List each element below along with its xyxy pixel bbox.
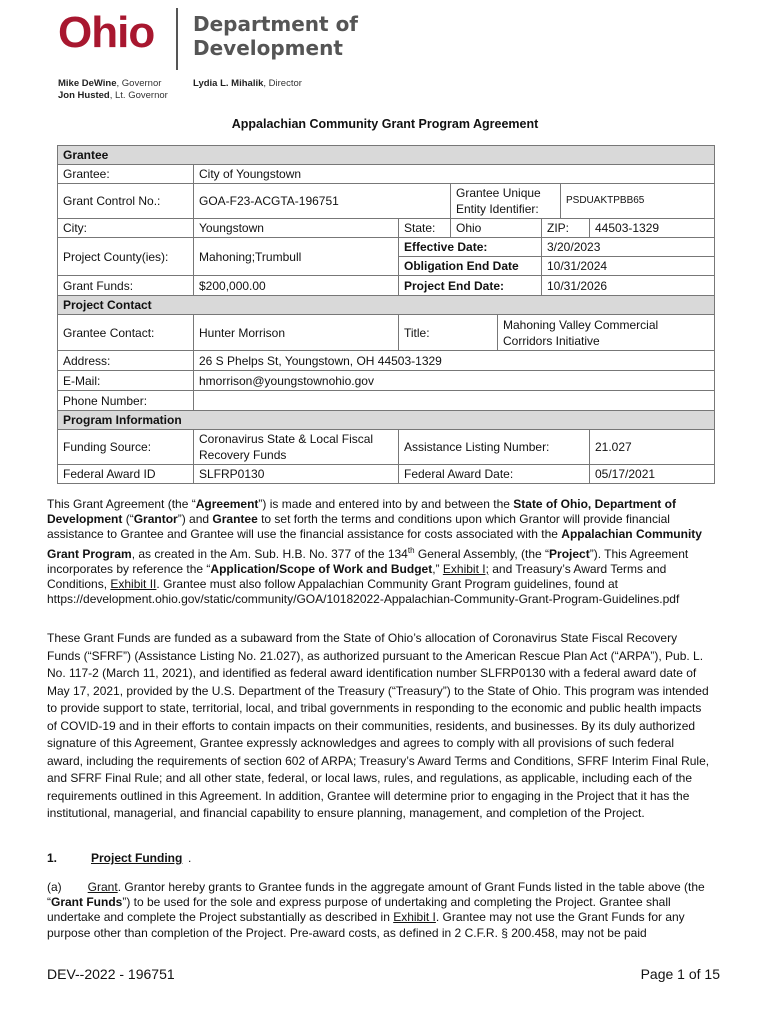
table-row: Obligation End Date 10/31/2024: [58, 257, 715, 276]
section-title: Project Funding: [91, 851, 183, 865]
table-row: Grantee: City of Youngstown: [58, 165, 715, 184]
governor-block: Mike DeWine, Governor Jon Husted, Lt. Governor: [58, 78, 168, 101]
exhibit-i-link[interactable]: Exhibit I: [393, 910, 436, 925]
exhibit-ii-link[interactable]: Exhibit II: [110, 577, 157, 592]
table-row: Federal Award ID SLFRP0130 Federal Award Date: 05/17/2021: [58, 465, 715, 484]
table-row: Phone Number:: [58, 391, 715, 411]
section-row-program: Program Information: [58, 411, 715, 430]
section-row-grantee: Grantee: [58, 146, 715, 165]
logo-divider: [176, 8, 178, 70]
page-number: Page 1 of 15: [640, 966, 720, 982]
table-row: Grant Funds: $200,000.00 Project End Date: 10/31/2026: [58, 276, 715, 296]
department-name: Department of Development: [193, 12, 359, 60]
grant-info-table: [57, 145, 715, 484]
section-number: 1.: [47, 851, 58, 865]
table-row: Grantee Contact: Hunter Morrison Title: Mahoning Valley Commercial Corridors Initiative: [58, 315, 715, 351]
table-row: Funding Source: Coronavirus State & Local Fiscal Recovery Funds Assistance Listing Number: 21.027: [58, 430, 715, 465]
table-row: Grant Control No.: GOA-F23-ACGTA-196751 Grantee Unique Entity Identifier: PSDUAKTPBB65: [58, 184, 715, 219]
table-row: City: Youngstown State: Ohio ZIP: 44503-1329: [58, 219, 715, 238]
agreement-intro-paragraph: This Grant Agreement (the “Agreement”) is made and entered into by and between the State of Ohio, Department of Development (“Grantor”) and Grantee to set forth the terms and conditions upon which Grantor will provide financial assistance to Grantee and Grantee will use the financial assistance for costs associated with the Appalachian Community Grant Program, as created in the Am. Sub. H.B. No. 377 of the 134th General Assembly, (the “Project”). This Agreement incorporates by reference the “Application/Scope of Work and Budget,” Exhibit I; and Treasury’s Award Terms and Conditions, Exhibit II. Grantee must also follow Appalachian Community Grant Program guidelines, found at https://development.ohio.gov/static/community/GOA/10182022-Appalachian-Community-Grant-Program-Guidelines.pdf: [47, 497, 702, 607]
director-block: Lydia L. Mihalik, Director: [193, 78, 302, 89]
section-row-contact: Project Contact: [58, 296, 715, 315]
ohio-logo: Ohio: [58, 8, 155, 57]
subsection-a-paragraph: (a) Grant. Grantor hereby grants to Grantee funds in the aggregate amount of Grant Funds listed in the table above (the “Grant Funds”) to be used for the sole and express purpose of undertaking and completing the Project. Grantee shall undertake and complete the Project substantially as described in Exhibit I. Grantee may not use the Grant Funds for any purpose other than completion of the Project. Pre-award costs, as defined in 2 C.F.R. § 200.458, may not be paid: [47, 880, 705, 940]
document-id: DEV--2022 - 196751: [47, 966, 175, 982]
table-row: Project County(ies): Mahoning;Trumbull Effective Date: 3/20/2023: [58, 238, 715, 257]
funding-source-paragraph: These Grant Funds are funded as a subaward from the State of Ohio’s allocation of Coronavirus State Fiscal Recovery Funds (“SFRF”) (Assistance Listing No. 21.027), as authorized pursuant to the American Rescue Plan Act (“ARPA”), Pub. L. No. 117-2 (March 11, 2021), and identified as federal award identification number SLFRP0130 with a federal award date of May 17, 2021, provided by the U.S. Department of the Treasury (“Treasury”) to the State of Ohio. This program was intended to provide support to state, territorial, local, and tribal governments in responding to the economic and public health impacts of COVID-19 and in their efforts to contain impacts on their communities, residents, and businesses. By its duly authorized signature of this Agreement, Grantee expressly acknowledges and agrees to comply with all provisions of such federal award, including the requirements of section 602 of ARPA; Treasury’s Award Terms and Conditions, SFRF Interim Final Rule, and SFRF Final Rule; and all other state, federal, or local laws, rules, and regulations, as applicable, including each of the requirements outlined in this Agreement. In addition, Grantee will determine prior to engaging in the Project that it has the institutional, managerial, and financial capability to ensure planning, management, and completion of the Project.: [47, 631, 710, 820]
table-row: E-Mail: hmorrison@youngstownohio.gov: [58, 371, 715, 391]
page-title: Appalachian Community Grant Program Agreement: [231, 117, 539, 131]
table-row: Address: 26 S Phelps St, Youngstown, OH 44503-1329: [58, 351, 715, 371]
section-title-period: .: [188, 851, 192, 865]
exhibit-i-link[interactable]: Exhibit I;: [442, 561, 489, 576]
